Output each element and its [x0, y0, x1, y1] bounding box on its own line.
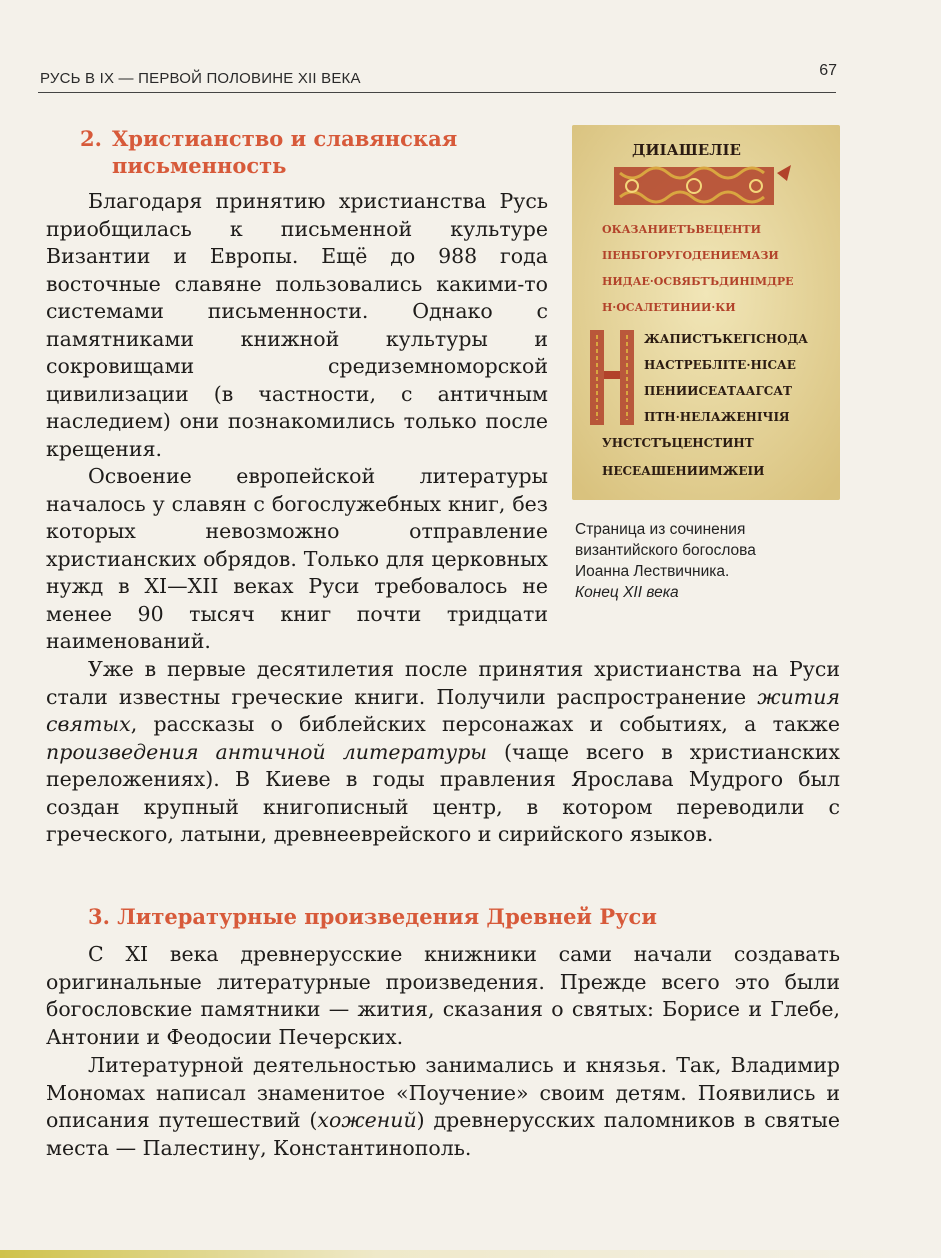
manuscript-line-5: Н·ОСАЛЕТИНИИ·КИ — [602, 301, 736, 314]
manuscript-line-1: ДИІАШЕЛІЕ — [632, 141, 741, 159]
ornamental-headpiece — [614, 165, 791, 205]
caption-line-3: Иоанна Лествичника. — [575, 563, 730, 580]
section-2-number: 2. — [80, 126, 102, 151]
section-3-heading: 3. Литературные произведения Древней Руси — [88, 904, 657, 929]
caption-line-1: Страница из сочинения — [575, 521, 746, 538]
paragraph-1: Благодаря принятию христианства Русь приобщилась к письменной культуре Византии и Европы. Ещё до 988 года восточные славяне пользовались какими-то системами письменности. Однако с памятниками книжной культуры и сокровищами средиземноморской цивилизации (в частности, с античным наследием) они познакомились только после крещения. — [46, 189, 548, 461]
paragraph-3-part-b: , рассказы о библейских персонажах и событиях, а также — [130, 712, 840, 736]
manuscript-line-8: ПЕНИИСЕАТААГСАТ — [644, 384, 792, 398]
section-2-heading — [80, 125, 540, 179]
manuscript-line-10: УНСТСТЪЦЕНСТИНТ — [602, 436, 754, 450]
header-rule — [38, 92, 836, 93]
term-lives-of-saints: жития святых — [46, 684, 840, 736]
manuscript-line-6: ЖАПИСТЪКЕГІСНОДА — [644, 332, 808, 346]
manuscript-line-7: НАСТРЕБЛІТЕ·НІСАЕ — [644, 358, 796, 372]
page-edge-strip — [0, 1250, 941, 1258]
caption-date: Конец XII века — [575, 584, 679, 601]
paragraph-5 — [46, 1052, 840, 1162]
page-number: 67 — [819, 62, 837, 79]
manuscript-illustration — [572, 125, 840, 500]
term-khozheniya: хожений — [317, 1108, 417, 1132]
manuscript-line-4: НИДАЕ·ОСВЯБТЪДИНІМДРЕ — [602, 275, 794, 288]
term-ancient-literature: произведения античной литературы — [46, 739, 488, 764]
paragraph-3 — [46, 656, 840, 849]
manuscript-line-2: ОКАЗАНИЕТЪВЕЦЕНТИ — [602, 223, 761, 236]
paragraph-3-part-c: (чаще всего в христианских переложениях). В Киеве в годы правления Ярослава Мудрого был создан крупный книгописный центр, в котором переводили с греческого, латыни, древнееврейского и сирийского языков. — [46, 739, 840, 846]
manuscript-line-9: ПТН·НЕЛАЖЕНІЧІЯ — [644, 410, 790, 424]
paragraph-4: С XI века древнерусские книжники сами начали создавать оригинальные литературные произведения. Прежде всего это были богословские памятники — жития, сказания о святых: Борисе и Глебе, Антонии и Феодосии Печерских. — [46, 942, 840, 1049]
running-title: РУСЬ В IX — ПЕРВОЙ ПОЛОВИНЕ XII ВЕКА — [40, 70, 361, 87]
caption-line-2: византийского богослова — [575, 542, 756, 559]
section-2-title-line2: письменность — [112, 153, 287, 178]
paragraph-3-part-a: Уже в первые десятилетия после принятия христианства на Руси стали известны греческие книги. Получили распространение — [46, 657, 840, 709]
manuscript-line-11: НЕСЕАШЕНИИМЖЕІИ — [602, 464, 765, 478]
caption-line-4 — [575, 582, 845, 603]
paragraph-2: Освоение европейской литературы началось у славян с богослужебных книг, без которых невозможно отправление христианских обрядов. Только для церковных нужд в XI—XII веках Руси требовалось не менее 90 тысяч книг почти тридцати наименований. — [46, 464, 548, 653]
paragraph-5-part-a: Литературной деятельностью занимались и князья. Так, Владимир Мономах написал знаменитое «Поучение» своим детям. Появились и описания путешествий ( — [46, 1053, 840, 1132]
figure-caption — [575, 519, 845, 603]
manuscript-page-image — [572, 125, 840, 500]
manuscript-line-3: ІІЕНБГОРУГОДЕНИЕМАЗИ — [602, 249, 779, 262]
paragraph-5-part-b: ) древнерусских паломников в святые места — Палестину, Константинополь. — [46, 1108, 840, 1160]
section-2-title-line1: Христианство и славянская — [112, 126, 458, 151]
